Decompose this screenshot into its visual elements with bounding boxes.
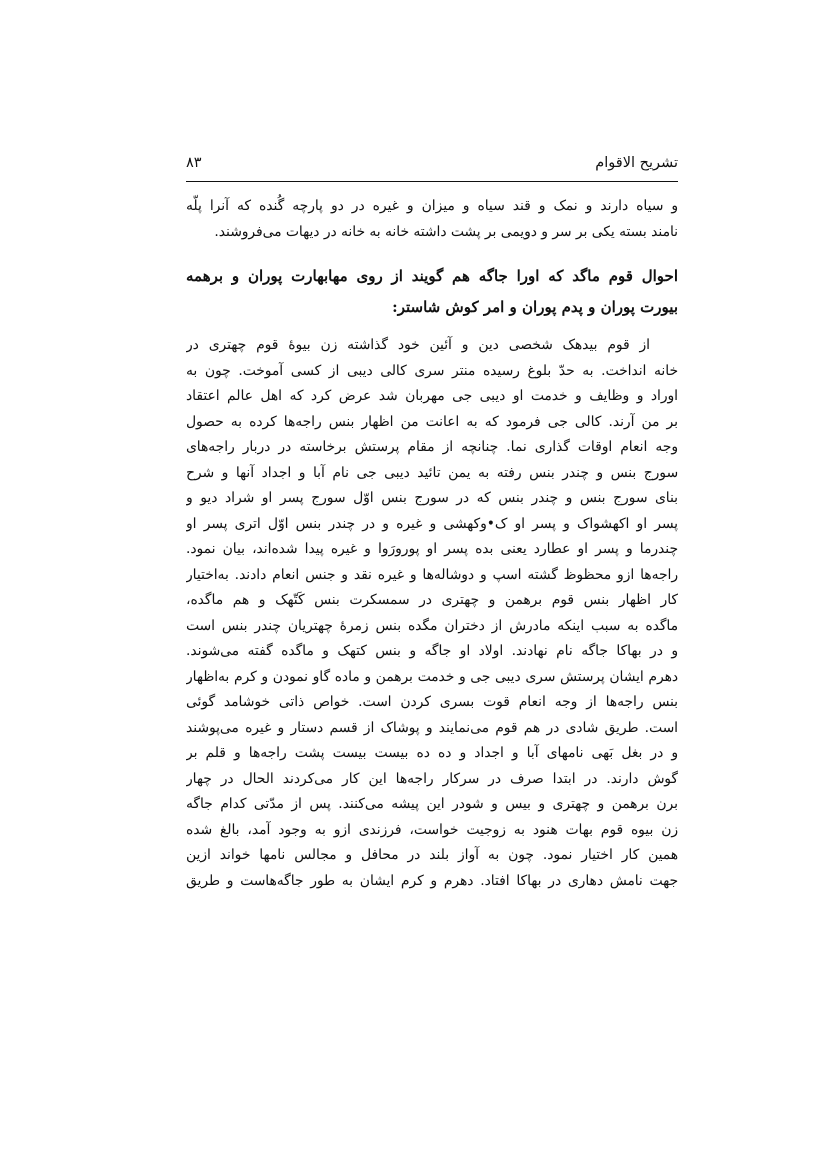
text-line: و در بهاکا جاگه نام نهادند. اولاد او جاگه و بنس کتهک و ماگده گفته می‌شوند. bbox=[186, 643, 678, 659]
text-line: ماگده به سبب اینکه مادرش از دختران مگده بنس زمرهٔ چهتریان چندر بنس است bbox=[186, 617, 678, 634]
text-line: گوش دارند. در ابتدا صرف در سرکار راجه‌ها این کار می‌کردند الحال در چهار bbox=[186, 770, 678, 787]
text-line: سورج بنس و چندر بنس رفته به یمن تائید دیبی جی نام آبا و اجداد آنها و شرح bbox=[186, 464, 678, 481]
text-line: بر من آرند. کالی جی فرمود که به اعانت من اظهار بنس راجه‌ها کرده به حصول bbox=[186, 413, 678, 430]
text-line: است. طریق شادی در هم قوم می‌نمایند و پوشاک از قسم دستار و غیره می‌پوشند bbox=[186, 719, 678, 736]
page-body bbox=[186, 194, 678, 894]
text-line: همین کار اختیار نمود. چون به آواز بلند در محافل و مجالس نامها خواند ازین bbox=[186, 847, 678, 863]
text-line: از قوم بیدهک شخصی دین و آئین خود گذاشته زن بیوهٔ قوم چهتری در bbox=[186, 337, 650, 353]
paragraph bbox=[186, 333, 678, 894]
header-rule bbox=[186, 181, 678, 182]
text-line: برن برهمن و چهتری و بیس و شودر این پیشه می‌کنند. پس از مدّتی کدام جاگه bbox=[186, 796, 678, 812]
heading-line: احوال قوم ماگد که اورا جاگه هم گویند از روی مهابهارت پوران و برهمه bbox=[186, 267, 678, 285]
text-line: راجه‌ها ازو محظوظ گشته اسپ و دوشاله‌ها و غیره نقد و جنس انعام دادند. به‌اختیار bbox=[186, 566, 678, 583]
text-line: نامند بسته یکی بر سر و دویمی بر پشت داشته خانه به خانه در دیهات می‌فروشند. bbox=[214, 223, 678, 240]
heading-line: بیورت پوران و پدم پوران و امر کوش شاستر: bbox=[392, 298, 678, 316]
page-number: ۸۳ bbox=[186, 155, 202, 171]
text-line: وجه انعام اوقات گذاری نما. چنانچه از مقام پرستش برخاسته در دربار راجه‌های bbox=[186, 439, 678, 455]
text-line: خانه انداخت. به حدّ بلوغ رسیده منتر سری کالی دیبی از کسی آموخت. چون به bbox=[186, 362, 678, 379]
text-line: و سیاه دارند و نمک و قند سیاه و میزان و غیره در دو پارچه گُنده که آنرا پلّه bbox=[186, 198, 678, 214]
text-line: بنس راجه‌ها از وجه انعام قوت بسری کردن است. خواص ذاتی خوشامد گوئی bbox=[186, 694, 678, 710]
text-line: کار اظهار بنس قوم برهمن و چهتری در سمسکرت بنس کَتّهک و هم ماگده، bbox=[186, 592, 678, 608]
text-line: بنای سورج بنس و چندر بنس که در سورج بنس اوّل سورج پسر او شراد دیو و bbox=[186, 490, 678, 506]
text-line: پسر او اکهشواک و پسر او ک•وکهشی و غیره و در چندر بنس اوّل اتری پسر او bbox=[186, 515, 678, 532]
text-line: چندرما و پسر او عطارد یعنی بده پسر او پورورَوا و غیره پیدا شده‌اند، بیان نمود. bbox=[186, 541, 678, 557]
running-title: تشریح الاقوام bbox=[595, 155, 678, 171]
text-line: زن بیوه قوم بهات هنود به زوجیت خواست، فرزندی ازو به وجود آمد، بالغ شده bbox=[186, 821, 678, 838]
text-line: جهت نامش دهاری در بهاکا افتاد. دهرم و کرم ایشان به طور جاگه‌هاست و طریق bbox=[186, 872, 678, 889]
running-head bbox=[186, 152, 678, 174]
text-line: و در بغل بَهی نامهای آبا و اجداد و ده ده بیست بیست پشت راجه‌ها و قلم بر bbox=[186, 745, 678, 761]
text-line: اوراد و وظایف و خدمت او دیبی جی مهربان شد عرض کرد که اهل عالم اعتقاد bbox=[186, 388, 678, 404]
section-heading bbox=[186, 261, 678, 323]
text-line: دهرم ایشان پرستش سری دیبی جی و خدمت برهمن و ماده گاو نمودن و کرم به‌اظهار bbox=[186, 668, 678, 685]
